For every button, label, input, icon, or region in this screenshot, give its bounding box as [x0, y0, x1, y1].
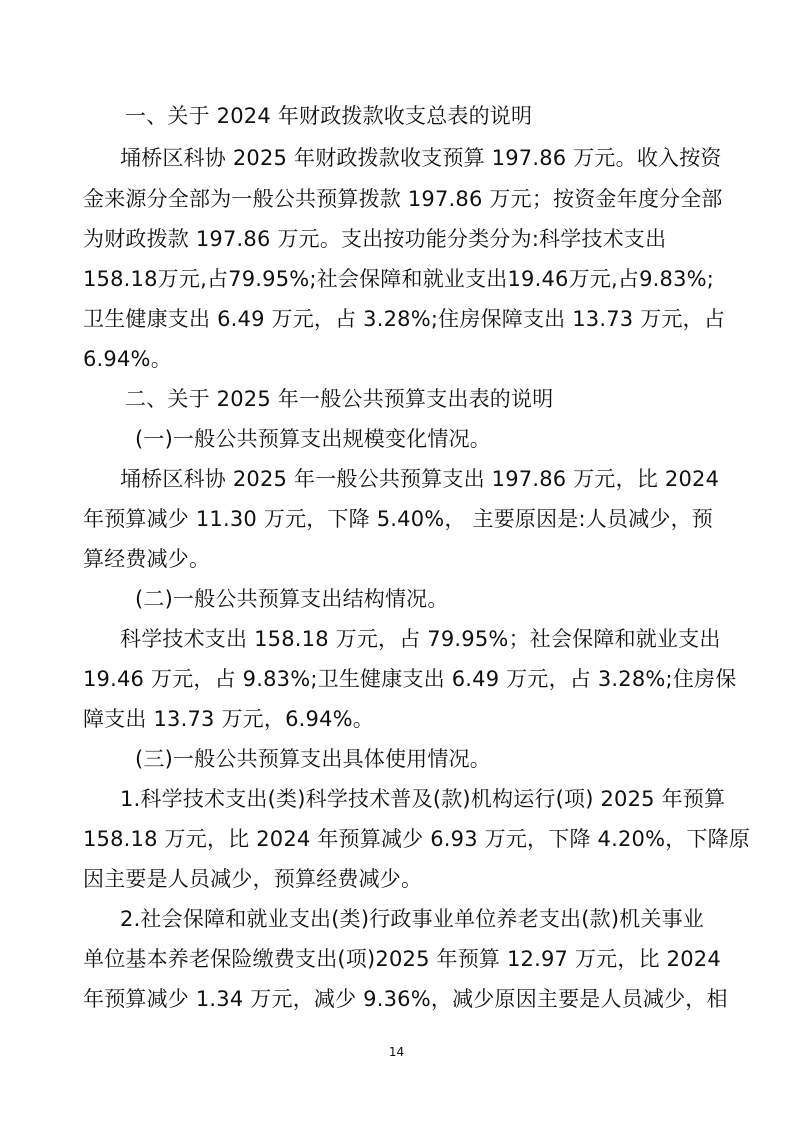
paragraph-line: 障支出 13.73 万元，6.94%。: [83, 707, 374, 731]
paragraph-line: 埇桥区科协 2025 年财政拨款收支预算 197.86 万元。收入按资: [120, 146, 722, 170]
section-heading-2: 二、关于 2025 年一般公共预算支出表的说明: [125, 387, 554, 411]
paragraph-line: 2.社会保障和就业支出(类)行政事业单位养老支出(款)机关事业: [120, 907, 705, 931]
paragraph-line: 金来源分全部为一般公共预算拨款 197.86 万元；按资金年度分全部: [83, 187, 723, 211]
paragraph-line: 算经费减少。: [83, 547, 211, 571]
paragraph-line: 1.科学技术支出(类)科学技术普及(款)机构运行(项) 2025 年预算: [120, 787, 726, 811]
paragraph-line: 158.18万元,占79.95%;社会保障和就业支出19.46万元,占9.83%;: [83, 267, 715, 291]
paragraph-line: 为财政拨款 197.86 万元。支出按功能分类分为:科学技术支出: [83, 227, 667, 251]
paragraph-line: 埇桥区科协 2025 年一般公共预算支出 197.86 万元，比 2024: [120, 467, 720, 491]
section-heading-1: 一、关于 2024 年财政拨款收支总表的说明: [125, 104, 533, 128]
subsection-heading-3: (三)一般公共预算支出具体使用情况。: [135, 747, 491, 771]
paragraph-line: 卫生健康支出 6.49 万元，占 3.28%;住房保障支出 13.73 万元，占: [83, 307, 726, 331]
paragraph-line: 年预算减少 11.30 万元，下降 5.40%， 主要原因是:人员减少，预: [83, 507, 714, 531]
paragraph-line: 科学技术支出 158.18 万元，占 79.95%；社会保障和就业支出: [120, 627, 721, 651]
paragraph-line: 6.94%。: [83, 347, 172, 371]
paragraph-line: 因主要是人员减少，预算经费减少。: [83, 867, 423, 891]
paragraph-line: 19.46 万元，占 9.83%;卫生健康支出 6.49 万元，占 3.28%;住房保: [83, 667, 737, 691]
subsection-heading-2: (二)一般公共预算支出结构情况。: [135, 587, 449, 611]
page-number: 14: [388, 1045, 405, 1059]
subsection-heading-1: (一)一般公共预算支出规模变化情况。: [135, 427, 491, 451]
paragraph-line: 单位基本养老保险缴费支出(项)2025 年预算 12.97 万元，比 2024: [83, 947, 721, 971]
paragraph-line: 年预算减少 1.34 万元，减少 9.36%，减少原因主要是人员减少，相: [83, 987, 728, 1011]
paragraph-line: 158.18 万元，比 2024 年预算减少 6.93 万元，下降 4.20%，下降原: [83, 827, 751, 851]
